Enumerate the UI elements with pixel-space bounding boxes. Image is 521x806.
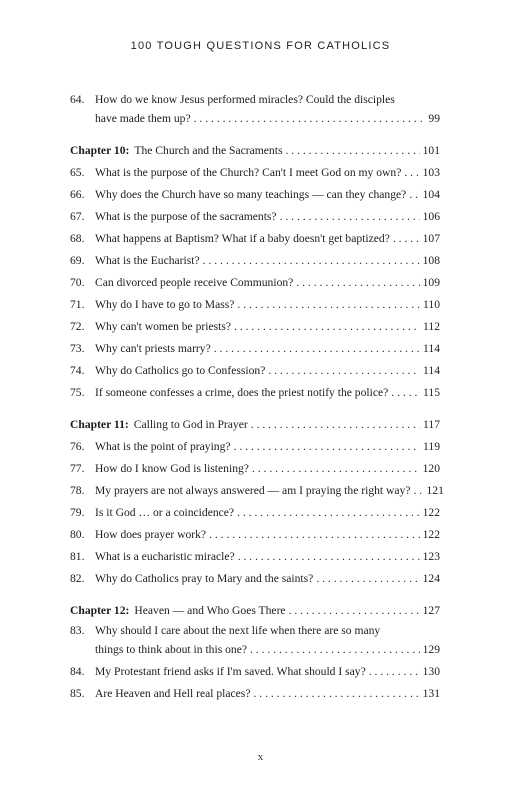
page-ref: 107 [422,232,440,245]
question-text: have made them up? [95,112,191,125]
toc-entry[interactable] [70,568,440,590]
toc-entry[interactable] [70,250,440,272]
page-ref: 114 [423,342,440,355]
question-number: 82. [70,572,85,585]
dot-leader [404,162,419,184]
page-ref: 122 [422,528,440,541]
page-ref: 123 [422,550,440,563]
question-number: 65. [70,166,85,179]
question-text: Why should I care about the next life when there are so many [95,624,381,637]
toc-entry[interactable] [70,338,440,360]
dot-leader [393,228,420,250]
dot-leader [234,316,420,338]
page-ref: 108 [422,254,440,267]
page-ref: 129 [422,643,440,656]
question-text: My Protestant friend asks if I'm saved. What should I say? [95,665,366,678]
chapter-label: Chapter 12: [70,604,130,617]
question-text: Why do Catholics go to Confession? [95,364,266,377]
dot-leader [209,524,420,546]
dot-leader [214,338,420,360]
question-number: 64. [70,93,85,106]
page-ref: 127 [422,604,440,617]
page-number: x [257,751,264,763]
dot-leader [296,272,419,294]
page-ref: 115 [423,386,440,399]
question-number: 68. [70,232,85,245]
question-text: My prayers are not always answered — am I praying the right way? [95,484,411,497]
toc-entry-line[interactable] [70,108,440,130]
question-text: Why can't women be priests? [95,320,232,333]
question-number: 79. [70,506,85,519]
question-text: Are Heaven and Hell real places? [95,687,251,700]
chapter-title: Calling to God in Prayer [133,418,248,431]
question-text: Why does the Church have so many teachings — can they change? [95,188,407,201]
question-text: Is it God … or a coincidence? [95,506,235,519]
dot-leader [203,250,420,272]
dot-leader [250,639,420,661]
page-ref: 131 [422,687,440,700]
question-text: What is the purpose of the sacraments? [95,210,277,223]
dot-leader [252,458,420,480]
toc-entry[interactable] [70,458,440,480]
toc-entry[interactable] [70,546,440,568]
question-text: What happens at Baptism? What if a baby doesn't get baptized? [95,232,390,245]
dot-leader [409,184,419,206]
question-number: 81. [70,550,85,563]
page-ref: 119 [423,440,440,453]
chapter-title: Heaven — and Who Goes There [134,604,286,617]
page-ref: 121 [426,484,444,497]
question-text: How do we know Jesus performed miracles? Could the disciples [95,93,395,106]
toc-entry[interactable] [70,360,440,382]
dot-leader [237,294,420,316]
page-ref: 101 [422,144,440,157]
dot-leader [253,683,419,705]
page-ref: 110 [423,298,440,311]
question-number: 71. [70,298,85,311]
toc-entry[interactable] [70,502,440,524]
question-number: 83. [70,624,85,637]
chapter-label: Chapter 11: [70,418,129,431]
question-text: Why can't priests marry? [95,342,211,355]
toc-entry[interactable] [70,382,440,404]
toc-entry[interactable] [70,524,440,546]
toc-entry-line[interactable] [70,622,440,639]
running-header: 100 TOUGH QUESTIONS FOR CATHOLICS [130,40,391,52]
dot-leader [414,480,424,502]
question-number: 77. [70,462,85,475]
question-number: 80. [70,528,85,541]
toc-section [70,414,444,590]
dot-leader [234,436,420,458]
question-text: If someone confesses a crime, does the priest notify the police? [95,386,389,399]
page-ref: 109 [422,276,440,289]
dot-leader [237,502,420,524]
toc-entry[interactable] [70,206,440,228]
page-ref: 103 [422,166,440,179]
toc-entry[interactable] [70,162,440,184]
toc-section [70,91,440,130]
table-of-contents [70,91,444,705]
toc-entry-line[interactable] [70,639,440,661]
page-ref: 104 [422,188,440,201]
question-text: What is the Eucharist? [95,254,200,267]
question-text: What is a eucharistic miracle? [95,550,235,563]
chapter-label: Chapter 10: [70,144,130,157]
chapter-heading[interactable] [70,414,440,436]
dot-leader [251,414,420,436]
page-ref: 120 [422,462,440,475]
question-number: 73. [70,342,85,355]
page-ref: 106 [422,210,440,223]
toc-entry[interactable] [70,184,440,206]
question-number: 85. [70,687,85,700]
page-ref: 130 [422,665,440,678]
question-text: Why do I have to go to Mass? [95,298,235,311]
question-number: 76. [70,440,85,453]
question-number: 75. [70,386,85,399]
question-text: What is the purpose of the Church? Can't I meet God on my own? [95,166,402,179]
question-number: 84. [70,665,85,678]
toc-entry[interactable] [70,436,440,458]
toc-entry[interactable] [70,480,444,502]
page-ref: 122 [422,506,440,519]
page-ref: 114 [423,364,440,377]
question-number: 78. [70,484,85,497]
chapter-heading[interactable] [70,600,440,622]
page-ref: 117 [423,418,440,431]
dot-leader [289,600,420,622]
dot-leader [369,661,420,683]
toc-entry[interactable] [70,228,440,250]
dot-leader [316,568,419,590]
question-number: 67. [70,210,85,223]
toc-entry[interactable] [70,316,440,338]
question-number: 74. [70,364,85,377]
toc-section [70,600,440,705]
toc-entry[interactable] [70,294,440,316]
chapter-title: The Church and the Sacraments [134,144,283,157]
chapter-heading[interactable] [70,140,440,162]
question-text: How do I know God is listening? [95,462,249,475]
dot-leader [280,206,420,228]
question-number: 66. [70,188,85,201]
dot-leader [238,546,420,568]
toc-entry[interactable] [70,661,440,683]
dot-leader [194,108,426,130]
toc-section [70,140,440,404]
page-ref: 112 [423,320,440,333]
question-number: 72. [70,320,85,333]
question-text: Can divorced people receive Communion? [95,276,294,289]
dot-leader [268,360,420,382]
question-text: things to think about in this one? [95,643,247,656]
toc-entry-line[interactable] [70,91,440,108]
dot-leader [391,382,420,404]
toc-entry[interactable] [70,683,440,705]
page-ref: 124 [422,572,440,585]
page-ref: 99 [428,112,440,125]
question-text: Why do Catholics pray to Mary and the saints? [95,572,314,585]
dot-leader [285,140,419,162]
question-number: 70. [70,276,85,289]
toc-entry[interactable] [70,272,440,294]
question-number: 69. [70,254,85,267]
question-text: What is the point of praying? [95,440,231,453]
question-text: How does prayer work? [95,528,207,541]
